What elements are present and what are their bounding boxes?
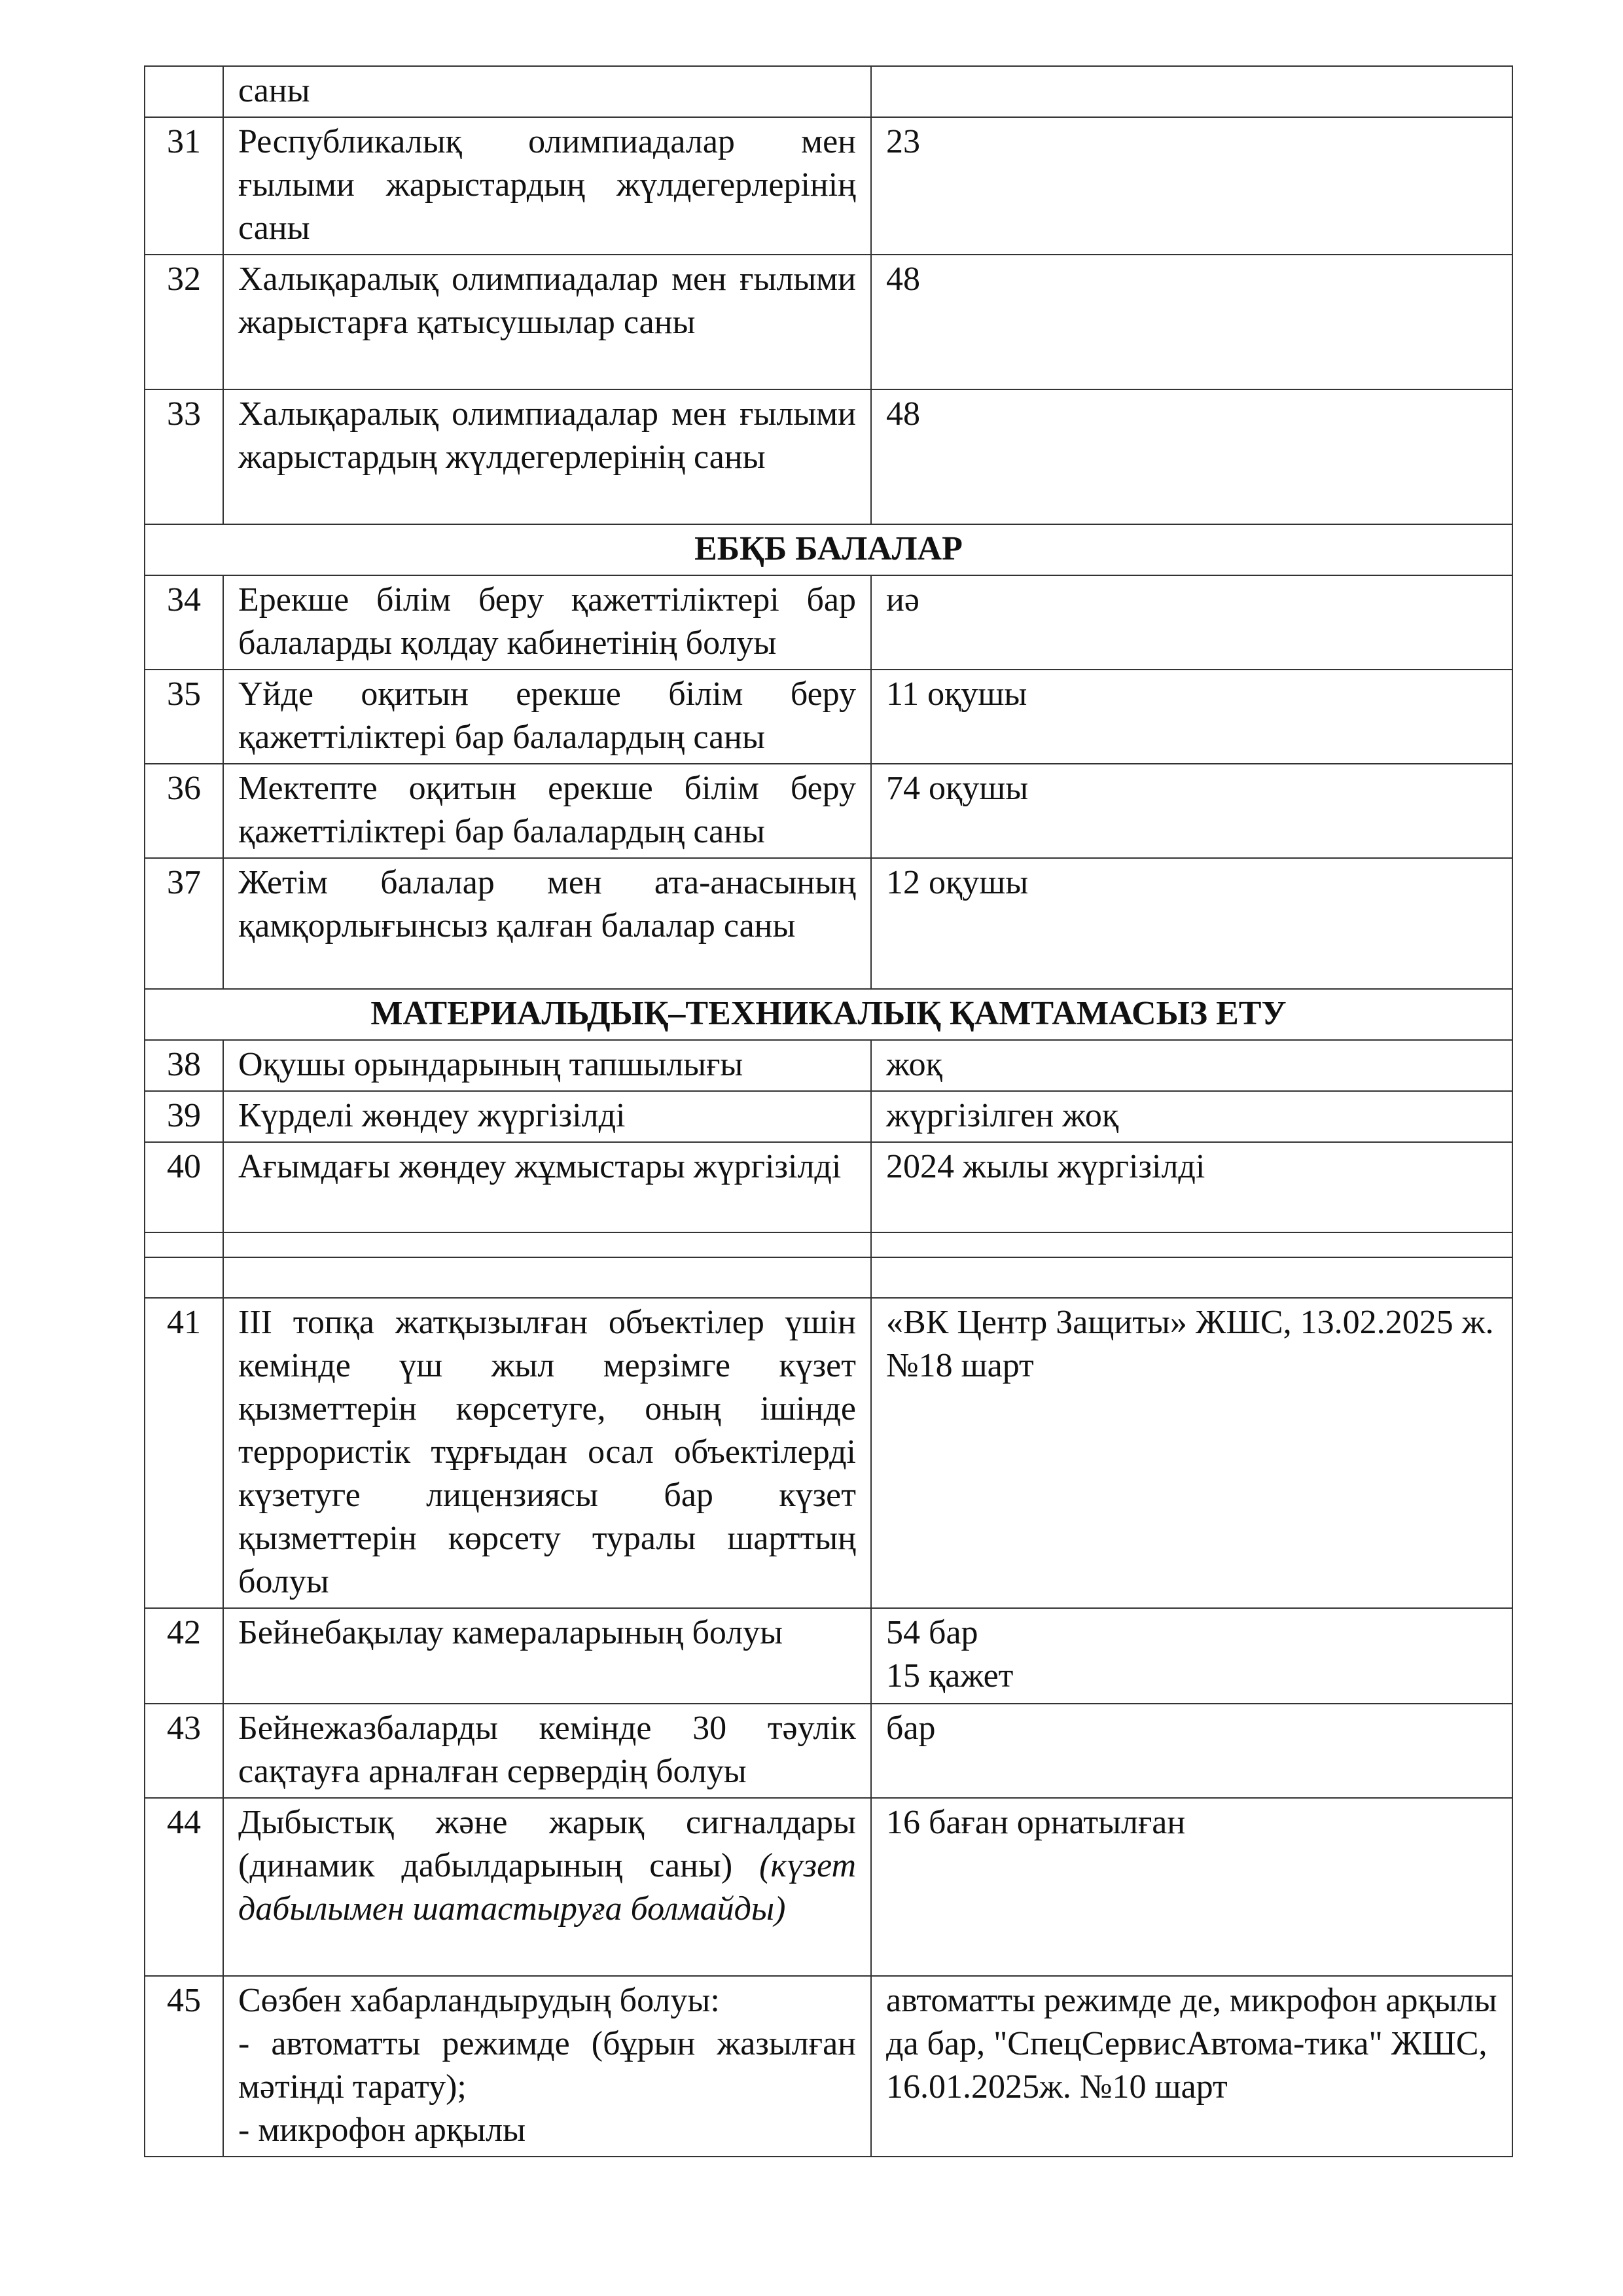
row-number: 45 <box>145 1976 223 2157</box>
row-value: 16 баған орнатылған <box>871 1798 1512 1976</box>
section-row <box>145 524 1512 575</box>
row-value: 48 <box>871 389 1512 524</box>
table-row <box>145 764 1512 858</box>
description-line: - автоматты режимде (бұрын жазылған мәтінді тарату); <box>238 2025 856 2106</box>
row-value: 11 оқушы <box>871 670 1512 764</box>
section-row <box>145 989 1512 1040</box>
row-number: 36 <box>145 764 223 858</box>
row-description: Күрделі жөндеу жүргізілді <box>223 1091 871 1142</box>
row-value: 12 оқушы <box>871 858 1512 989</box>
row-number: 41 <box>145 1298 223 1608</box>
empty-cell <box>145 1257 223 1298</box>
row-value: 48 <box>871 255 1512 389</box>
row-number: 43 <box>145 1704 223 1798</box>
row-number: 37 <box>145 858 223 989</box>
description-line: - микрофон арқылы <box>238 2111 526 2149</box>
row-description: Бейнебақылау камераларының болуы <box>223 1608 871 1704</box>
description-note: (күзет дабылымен шатастыруға болмайды) <box>238 1847 857 1928</box>
row-number: 32 <box>145 255 223 389</box>
section-title-material: МАТЕРИАЛЬДЫҚ–ТЕХНИКАЛЫҚ ҚАМТАМАСЫЗ ЕТУ <box>145 989 1512 1040</box>
row-value: 23 <box>871 117 1512 255</box>
table-row <box>145 1608 1512 1704</box>
row-value: иә <box>871 575 1512 670</box>
table-row <box>145 1142 1512 1232</box>
row-number: 38 <box>145 1040 223 1091</box>
row-description: Бейнежазбаларды кемінде 30 тәулік сақтауға арналған сервердің болуы <box>223 1704 871 1798</box>
row-number: 34 <box>145 575 223 670</box>
row-description: Мектепте оқитын ерекше білім беру қажеттіліктері бар балалардың саны <box>223 764 871 858</box>
empty-row <box>145 1257 1512 1298</box>
row-description: Ерекше білім беру қажеттіліктері бар балаларды қолдау кабинетінің болуы <box>223 575 871 670</box>
row-number <box>145 66 223 117</box>
row-description: Халықаралық олимпиадалар мен ғылыми жарыстарға қатысушылар саны <box>223 255 871 389</box>
row-description <box>223 1976 871 2157</box>
row-value: 2024 жылы жүргізілді <box>871 1142 1512 1232</box>
table-row <box>145 670 1512 764</box>
table-row <box>145 1091 1512 1142</box>
table-row <box>145 1798 1512 1976</box>
row-value: автоматты режимде де, микрофон арқылы да бар, "СпецСервисАвтома-тика" ЖШС, 16.01.2025ж. №10 шарт <box>871 1976 1512 2157</box>
description-text: Дыбыстық және жарық сигналдары (динамик дабылдарының саны) <box>238 1804 856 1884</box>
empty-cell <box>145 1232 223 1257</box>
row-value: жүргізілген жоқ <box>871 1091 1512 1142</box>
table-row <box>145 66 1512 117</box>
row-value <box>871 66 1512 117</box>
table-row <box>145 1704 1512 1798</box>
row-description: Үйде оқитын ерекше білім беру қажеттіліктері бар балалардың саны <box>223 670 871 764</box>
data-table <box>144 65 1513 2157</box>
row-number: 33 <box>145 389 223 524</box>
row-description: Халықаралық олимпиадалар мен ғылыми жарыстардың жүлдегерлерінің саны <box>223 389 871 524</box>
empty-cell <box>871 1257 1512 1298</box>
empty-cell <box>223 1232 871 1257</box>
value-line: 15 қажет <box>886 1657 1014 1695</box>
table-row <box>145 117 1512 255</box>
row-description: III топқа жатқызылған объектілер үшін кемінде үш жыл мерзімге күзет қызметтерін көрсетуге, оның ішінде террористік тұрғыдан осал объектілерді күзетуге лицензиясы бар күзет қызметтерін көрсету туралы шарттың болуы <box>223 1298 871 1608</box>
row-number: 35 <box>145 670 223 764</box>
empty-row <box>145 1232 1512 1257</box>
row-value: «ВК Центр Защиты» ЖШС, 13.02.2025 ж. №18 шарт <box>871 1298 1512 1608</box>
description-line: Сөзбен хабарландырудың болуы: <box>238 1982 720 2019</box>
row-value: бар <box>871 1704 1512 1798</box>
table-row <box>145 389 1512 524</box>
row-description: Оқушы орындарының тапшылығы <box>223 1040 871 1091</box>
row-value: 74 оқушы <box>871 764 1512 858</box>
table-row <box>145 858 1512 989</box>
empty-cell <box>871 1232 1512 1257</box>
row-description: Жетім балалар мен ата-анасының қамқорлығынсыз қалған балалар саны <box>223 858 871 989</box>
row-number: 40 <box>145 1142 223 1232</box>
row-number: 31 <box>145 117 223 255</box>
row-description: Ағымдағы жөндеу жұмыстары жүргізілді <box>223 1142 871 1232</box>
table-row <box>145 255 1512 389</box>
row-number: 39 <box>145 1091 223 1142</box>
table-row <box>145 1298 1512 1608</box>
row-description <box>223 1798 871 1976</box>
value-line: 54 бар <box>886 1614 978 1651</box>
table-row <box>145 1976 1512 2157</box>
row-number: 44 <box>145 1798 223 1976</box>
table-row <box>145 575 1512 670</box>
row-value <box>871 1608 1512 1704</box>
row-value: жоқ <box>871 1040 1512 1091</box>
section-title-ebkb: ЕБҚБ БАЛАЛАР <box>145 524 1512 575</box>
table-row <box>145 1040 1512 1091</box>
row-description: Республикалық олимпиадалар мен ғылыми жарыстардың жүлдегерлерінің саны <box>223 117 871 255</box>
row-description: саны <box>223 66 871 117</box>
row-number: 42 <box>145 1608 223 1704</box>
empty-cell <box>223 1257 871 1298</box>
